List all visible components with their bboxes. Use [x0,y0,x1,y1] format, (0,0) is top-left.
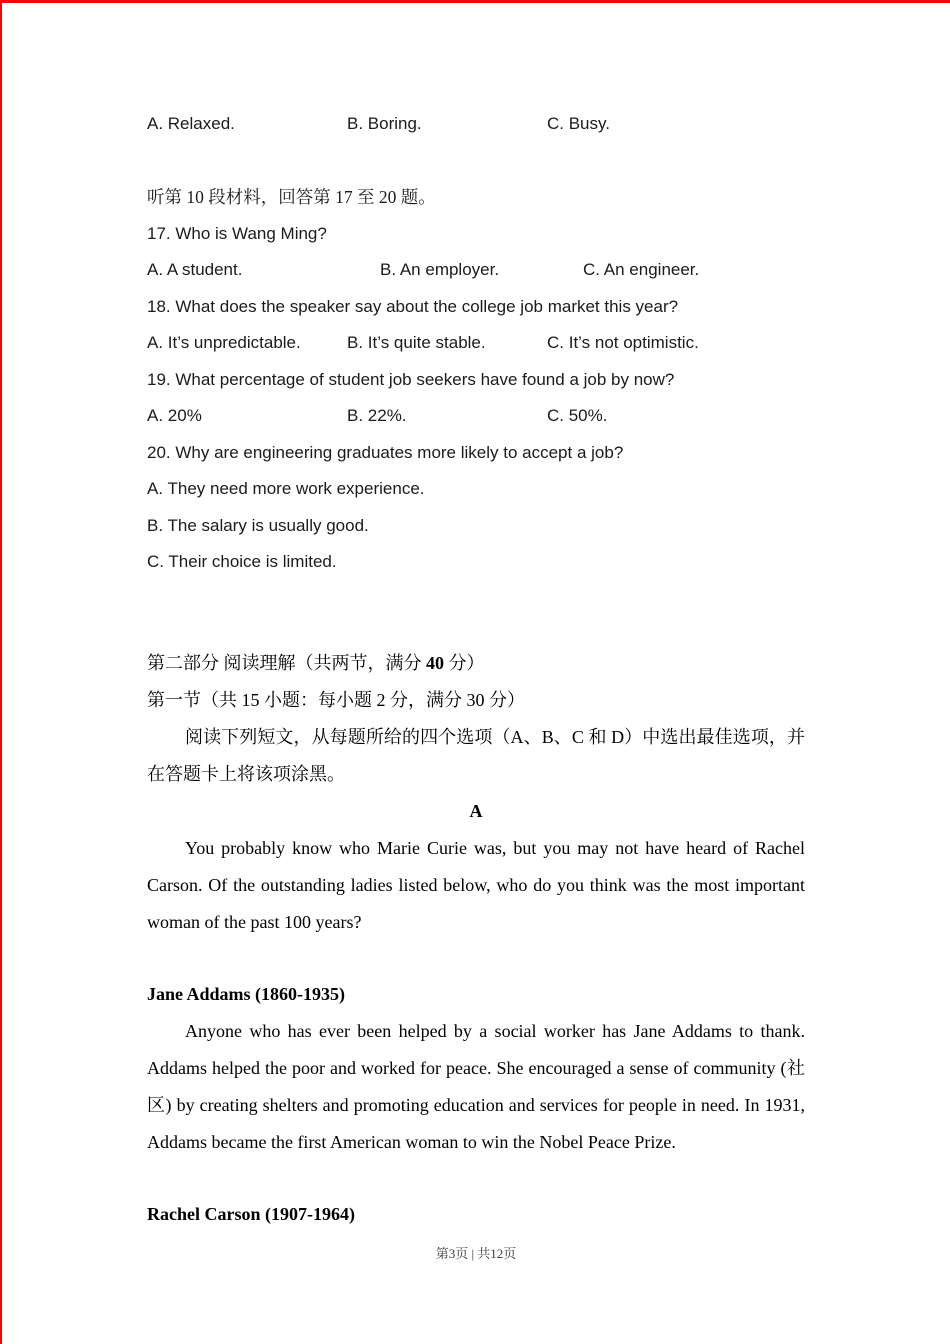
part2-heading-pre: 第二部分 阅读理解（共两节，满分 [147,652,426,673]
question-19-options [147,398,805,435]
question-20-option-c: C. Their choice is limited. [147,552,337,571]
blank-line [147,941,805,976]
page-footer: 第3页 | 共12页 [435,1246,517,1261]
question-18-option-a: A. It’s unpredictable. [147,333,301,352]
rachel-carson-heading: Rachel Carson (1907-1964) [147,1203,355,1224]
listening-section [147,106,805,581]
jane-addams-paragraph: Anyone who has ever been helped by a social worker has Jane Addams to thank. Addams helped the poor and worked for peace. She encouraged a sense of community (社区) by creating shelters and promoting education and services for people in need. In 1931, Addams became the first American woman to win the Nobel Peace Prize. [147,1020,805,1152]
question-16-option-b: B. Boring. [347,114,422,133]
question-20-text: 20. Why are engineering graduates more likely to accept a job? [147,442,624,462]
question-17-option-a: A. A student. [147,260,243,279]
question-19-text: 19. What percentage of student job seekers have found a job by now? [147,369,675,389]
part2-heading-score: 40 [426,652,444,673]
question-19-option-b: B. 22%. [347,406,407,425]
section1-heading: 第一节（共 15 小题：每小题 2 分，满分 30 分） [147,689,525,710]
passage-label: A [469,800,483,821]
question-18-text: 18. What does the speaker say about the college job market this year? [147,296,679,316]
question-20-option-a: A. They need more work experience. [147,479,425,498]
question-17-option-c: C. An engineer. [583,260,700,279]
question-16-options [147,106,805,143]
question-18-option-c: C. It’s not optimistic. [547,333,699,352]
question-16-option-a: A. Relaxed. [147,114,235,133]
jane-addams-heading: Jane Addams (1860-1935) [147,983,346,1004]
question-17-text: 17. Who is Wang Ming? [147,223,327,243]
question-16-option-c: C. Busy. [547,114,610,133]
question-18-option-b: B. It’s quite stable. [347,333,486,352]
part2-heading [147,645,805,682]
reading-instructions: 阅读下列短文，从每题所给的四个选项（A、B、C 和 D）中选出最佳选项，并在答题卡上将该项涂黑。 [147,726,805,784]
blank-line [147,1161,805,1196]
reading-section [147,645,805,1233]
listening-section-intro: 听第 10 段材料，回答第 17 至 20 题。 [147,187,436,207]
passage-intro-paragraph: You probably know who Marie Curie was, but you may not have heard of Rachel Carson. Of the outstanding ladies listed below, who do you think was the most important woman of the past 100 years? [147,837,805,932]
blank-line [147,143,805,180]
question-19-option-a: A. 20% [147,406,202,425]
question-17-option-b: B. An employer. [380,260,500,279]
part2-heading-post: 分） [444,652,485,673]
question-20-option-b: B. The salary is usually good. [147,515,369,535]
question-17-options [147,252,805,289]
question-19-option-c: C. 50%. [547,406,608,425]
question-18-options [147,325,805,362]
